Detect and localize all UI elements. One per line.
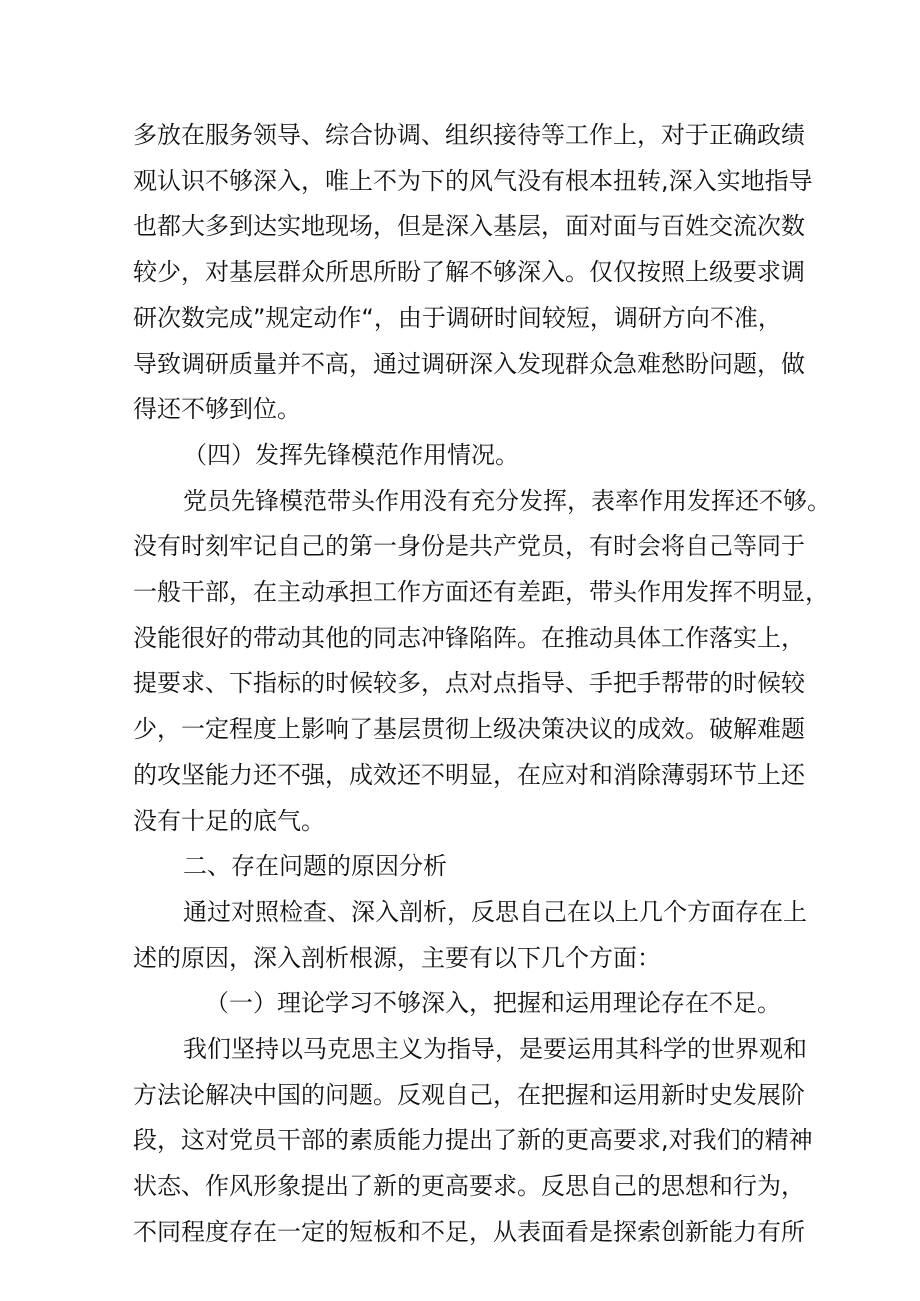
heading-text: （一）理论学习不够深入，把握和运用理论存在不足。 [205, 989, 781, 1018]
section-heading-4 [133, 433, 793, 479]
text-line: 没有时刻牢记自己的第一身份是共产党员，有时会将自己等同于 [133, 532, 805, 561]
text-line: 方法论解决中国的问题。反观自己，在把握和运用新时史发展阶 [133, 1080, 805, 1109]
document-body [133, 113, 831, 1256]
text-line: 状态、作风形象提出了新的更高要求。反思自己的思想和行为， [133, 1172, 805, 1201]
text-line: 通过对照检查、深入剖析，反思自己在以上几个方面存在上 [183, 897, 807, 926]
text-line: 得还不够到位。 [133, 395, 301, 424]
section-heading-causes [133, 844, 793, 890]
text-line: 述的原因，深入剖析根源，主要有以下几个方面： [133, 943, 661, 972]
text-line: 提要求、下指标的时候较多，点对点指导、手把手帮带的时候较 [133, 669, 805, 698]
paragraph-continuation [133, 113, 813, 433]
text-line: 我们坚持以马克思主义为指导，是要运用其科学的世界观和 [183, 1035, 807, 1064]
text-line: 的攻坚能力还不强，成效还不明显，在应对和消除薄弱环节上还 [133, 760, 805, 789]
text-line: 不同程度存在一定的短板和不足，从表面看是探索创新能力有所 [133, 1217, 805, 1246]
text-line: 较少，对基层群众所思所盼了解不够深入。仅仅按照上级要求调 [133, 258, 805, 287]
paragraph-intro-causes [133, 890, 807, 981]
paragraph-theory [133, 1027, 813, 1256]
text-line: 也都大多到达实地现场，但是深入基层，面对面与百姓交流次数 [133, 212, 805, 241]
heading-text: （四）发挥先锋模范作用情况。 [183, 440, 519, 469]
text-line: 少，一定程度上影响了基层贯彻上级决策决议的成效。破解难题 [133, 715, 805, 744]
text-line: 研次数完成”规定动作“，由于调研时间较短，调研方向不准， [133, 303, 782, 332]
section-heading-1 [133, 981, 793, 1027]
paragraph-role-model [133, 479, 831, 845]
text-line: 段，这对党员干部的素质能力提出了新的更高要求,对我们的精神 [133, 1126, 813, 1155]
text-line: 没有十足的底气。 [133, 806, 325, 835]
heading-text: 二、存在问题的原因分析 [183, 852, 447, 881]
text-line: 多放在服务领导、综合协调、组织接待等工作上，对于正确政绩 [133, 121, 805, 149]
text-line: 党员先锋模范带头作用没有充分发挥，表率作用发挥还不够。 [183, 486, 831, 515]
text-line: 导致调研质量并不高，通过调研深入发现群众急难愁盼问题，做 [133, 349, 805, 378]
text-line: 观认识不够深入，唯上不为下的风气没有根本扭转,深入实地指导 [133, 166, 813, 195]
text-line: 没能很好的带动其他的同志冲锋陷阵。在推动具体工作落实上， [133, 623, 805, 652]
text-line: 一般干部，在主动承担工作方面还有差距，带头作用发挥不明显， [133, 578, 829, 607]
